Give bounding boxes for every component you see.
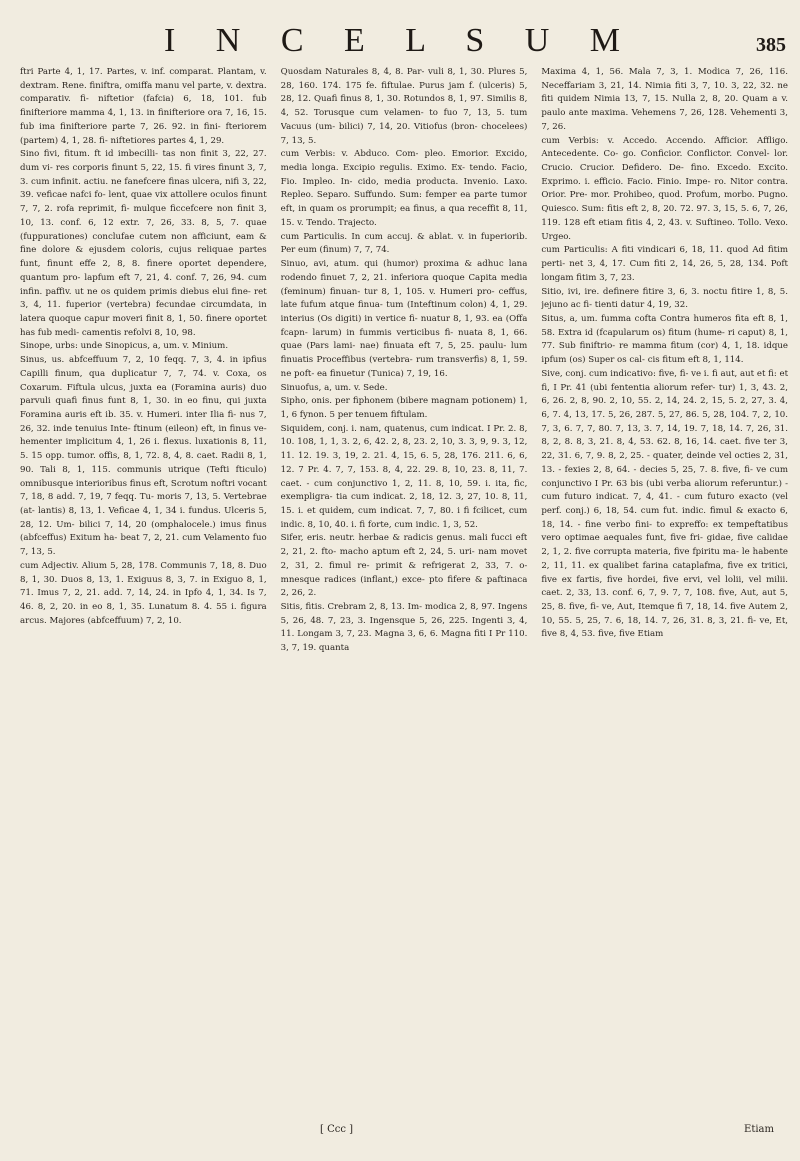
- running-head-title: I N C E L S U M: [163, 22, 637, 59]
- column-right: [541, 66, 788, 1126]
- column-left: [20, 66, 267, 1126]
- entry-paragraph: Sive, conj. cum indicativo: five, fi- ve i. fi aut, aut et fi: et fi, I Pr. 41 (ubi fententia aliorum refer- tur) 1, 3, 43. 2, 6, 26. 2, 8, 90. 2, 10, 55. 2, 14, 24. 2, 15, 5. 2, 27, 3. 4, 6, 7. 4, 13, 17. 5, 26, 287. 5, 27, 86. 5, 28, 104. 7, 2, 10. 7, 3, 6. 7, 7, 80. 7, 13, 3. 7, 14, 19. 7, 18, 14. 7, 26, 31. 8, 2, 8. 8, 3, 21. 8, 4, 53. 62. 8, 16, 14. caet. five ter 3, 22, 31. 6, 7, 9. 8, 2, 25. - quater, deinde vel octies 2, 31, 13. - fexies 2, 8, 64. - decies 5, 25, 7. 8. five, fi- ve cum conjunctivo I Pr. 63 bis (ubi verba aliorum referuntur.) - cum futuro indicat. 7, 4, 41. - cum futuro exacto (vel perf. conj.) 6, 18, 54. cum fut. indic. fimul & exacto 6, 18, 14. - fine verbo fini- to expreffo: ex tempeftatibus vero optimae aequales funt, five fri- gidae, five calidae 2, 1, 2. five corrupta materia, five fpiritu ma- le habente 2, 11, 11. ex qualibet farina cataplafma, five ex tritici, five ex fartis, five hordei, five ervi, vel lolii, vel milii. caet. 2, 33, 13. conf. 6, 7, 9. 7, 7, 108. five, Aut, aut 5, 25, 8. five, fi- ve, Aut, Itemque fi 7, 18, 14. five Autem 2, 10, 55. 5, 25, 7. 6, 18, 14. 7, 26, 31. 8, 3, 21. fi- ve, Et, five 8, 4, 53. five, five Etiam: [541, 368, 789, 640]
- entry-paragraph: cum Verbis: v. Accedo. Accendo. Afficior. Affligo. Antecedente. Co- go. Conficior. Conflictor. Convel- lor. Crucio. Crucior. Defidero. De- fino. Excedo. Excito. Exprimo. i. efficio. Facio. Finio. Impe- ro. Nitor contra. Orior. Pre- mor. Prohibeo, quod. Profum, morbo. Pugno. Quiesco. Sum: fitis eft 2, 8, 20. 72. 97. 3, 15, 5. 6, 7, 26, 119. 128 eft etiam fitis 4, 2, 43. v. Suftineo. Tollo. Vexo. Urgeo.: [541, 135, 789, 242]
- entry-paragraph: cum Adjectiv. Alium 5, 28, 178. Communis 7, 18, 8. Duo 8, 1, 30. Duos 8, 13, 1. Exiguus 8, 3, 7. in Exiguo 8, 1, 71. Imus 7, 2, 21. add. 7, 14, 24. in Ipfo 4, 1, 34. Is 7, 46. 8, 2, 20. in eo 8, 1, 35. Lunatum 8. 4. 55 i. figura arcus. Majores (abfceffuum) 7, 2, 10.: [20, 560, 267, 626]
- entry-paragraph: Sitio, ivi, ire. definere fitire 3, 6, 3. noctu fitire 1, 8, 5. jejuno ac fi- tienti datur 4, 19, 32.: [541, 286, 789, 311]
- text-columns: [20, 66, 788, 1126]
- entry-paragraph: Sino fivi, fitum. ft id imbecilli- tas non finit 3, 22, 27. dum vi- res corporis finunt 5, 22, 15. fi vires finunt 3, 7, 3. cum infinit. actiu. ne fanefcere finas ulcera, nifi 3, 22, 39. veficae nafci fo- lent, quae vix attollere oculos finunt 7, 7, 2. rofa reprimit, fi- mulque ficcefcere non finit 3, 10, 13. conf. 6, 12 extr. 7, 26, 33. 8, 5, 7. quae (fuppurationes) conclufae cutem non afficiunt, eam & fine dolore & ejusdem coloris, cujus reliquae partes funt, finunt effe 2, 8, 8. finere oportet dependere, quantum pro- lapfum eft 7, 21, 4. conf. 7, 26, 94. cum infin. paffiv. ut ne os quidem primis diebus elui fine- ret 3, 4, 11. fuperior (vertebra) fecundae circumdata, in latera quoque capur moveri finit 8, 1, 50. finere oportet has fub medi- camentis refolvi 8, 10, 98.: [20, 149, 267, 338]
- entry-paragraph: Sinope, urbs: unde Sinopicus, a, um. v. Minium.: [20, 341, 229, 352]
- column-middle: [281, 66, 528, 1126]
- signature-mark: [ Ccc ]: [320, 1124, 354, 1135]
- entry-paragraph: cum Verbis: v. Abduco. Com- pleo. Emorior. Excido, media longa. Excipio regulis. Eximo. Ex- tendo. Facio, Fio. Impleo. In- cido, media producta. Invenio. Laxo. Repleo. Separo. Suffundo. Sum: femper ea parte tumor eft, in quam os prorumpit; ea finus, a qua receffit 8, 11, 15. v. Tendo. Trajecto.: [280, 149, 528, 228]
- entry-paragraph: cum Particulis: A fiti vindicari 6, 18, 11. quod Ad fitim perti- net 3, 4, 17. Cum fiti 2, 14, 26, 5, 28, 134. Poft longam fitim 3, 7, 23.: [541, 245, 789, 283]
- entry-paragraph: Siquidem, conj. i. nam, quatenus, cum indicat. I Pr. 2. 8, 10. 108, 1, 1, 3. 2, 6, 42. 2, 8, 23. 2, 10, 3. 3, 9, 9. 3, 12, 11. 12. 19. 3, 19, 2. 21. 4, 15, 6. 5, 28, 176. 211. 6, 6, 12. 7 Pr. 4. 7, 7, 153. 8, 4, 22. 29. 8, 10, 23. 8, 11, 7. caet. - cum conjunctivo 1, 2, 11. 8, 10, 59. i. ita, fic, exempligra- tia cum indicat. 2, 18, 12. 3, 27, 10. 8, 11, 15. i. et quidem, cum indicat. 7, 7, 80. i fi fcilicet, cum indic. 8, 10, 40. i. fi forte, cum indic. 1, 3, 52.: [280, 423, 528, 530]
- entry-paragraph: Sifer, eris. neutr. herbae & radicis genus. mali fucci eft 2, 21, 2. fto- macho aptum eft 2, 24, 5. uri- nam movet 2, 31, 2. fimul re- primit & refrigerat 2, 33, 7. o- mnesque radices (inflant,) exce- pto fifere & paftinaca 2, 26, 2.: [280, 533, 528, 599]
- entry-paragraph: Sinus, us. abfceffuum 7, 2, 10 feqq. 7, 3, 4. in ipfius Capilli finum, qua duplicatur 7, 7, 74. v. Coxa, os Coxarum. Fiftula ulcus, juxta ea (Foramina auris) duo parvuli quafi finus funt 8, 1, 30. in eo finu, qui juxta Foramina auris eft ib. 35. v. Humeri. inter Ilia fi- nus 7, 26, 32. inde tenuius Inte- ftinum (eileon) eft, in finus ve- hementer implicitum 4, 1, 26 i. flexus. luxationis 8, 11, 5. 15 opp. tumor. offis, 8, 1, 72. 8, 4, 8. caet. Radii 8, 1, 90. Tali 8, 1, 115. communis utrique (Tefti fticulo) omnibusque interioribus finus eft, Scrotum noftri vocant 7, 18, 8 add. 7, 19, 7 feqq. Tu- moris 7, 13, 5. Vertebrae (at- lantis) 8, 13, 1. Veficae 4, 1, 34 i. fundus. Ulceris 5, 28, 12. Um- bilici 7, 14, 20 (omphalocele.) imus finus (abfceffus) Exitum ha- beat 7, 2, 21. cum Velamento fuo 7, 13, 5.: [20, 355, 267, 558]
- entry-paragraph: Sitis, fitis. Crebram 2, 8, 13. Im- modica 2, 8, 97. Ingens 5, 26, 48. 7, 23, 3. Ingensque 5, 26, 225. Ingenti 3, 4, 11. Longam 3, 7, 23. Magna 3, 6, 6. Magna fiti I Pr 110. 3, 7, 19. quanta: [280, 602, 528, 654]
- entry-paragraph: Quosdam Naturales 8, 4, 8. Par- vuli 8, 1, 30. Plures 5, 28, 160. 174. 175 fe. fiftulae. Purus jam f. (ulceris) 5, 28, 12. Quafi finus 8, 1, 30. Rotundos 8, 1, 97. Similis 8, 4, 52. Torusque cum velamen- to fuo 7, 13, 5. tum Vacuus (um- bilici) 7, 14, 20. Vitiofus (bron- chocelees) 7, 13, 5.: [280, 67, 528, 146]
- entry-paragraph: ftri Parte 4, 1, 17. Partes, v. inf. comparat. Plantam, v. dextram. Rene. finiftra, omiffa manu vel parte, v. dextra. comparativ. fi- niftetior (fafcia) 6, 18, 101. fub finifteriore mamma 4, 1, 13. in finifteriore ora 7, 16, 15. fub ima finifteriore parte 7, 26. 92. in fini- fteriorem (partem) 4, 1, 28. fi- niftetiores partes 4, 1, 29.: [20, 67, 267, 146]
- entry-paragraph: Situs, a, um. fumma cofta Contra humeros fita eft 8, 1, 58. Extra id (fcapularum os) fitum (hume- ri caput) 8, 1, 77. Sub finiftrio- re mamma fitum (cor) 4, 1, 18. idque ipfum (os) Super os cal- cis fitum eft 8, 1, 114.: [541, 313, 789, 366]
- entry-paragraph: Sinuo, avi, atum. qui (humor) proxima & adhuc lana rodendo finuet 7, 2, 21. inferiora quoque Capita media (feminum) finuan- tur 8, 1, 105. v. Humeri pro- ceffus, late fufum atque finua- tum (Inteftinum colon) 4, 1, 29. interius (Os digiti) in vertice fi- nuatur 8, 1, 93. ea (Offa fcapn- larum) in fummis verticibus fi- nuata 8, 1, 66. quae (Pars lami- nae) finuata eft 7, 5, 25. paulu- lum finuatis Proceffibus (vertebra- rum transverfis) 8, 1, 59. ne poft- ea finuetur (Tunica) 7, 19, 16.: [280, 259, 528, 379]
- entry-paragraph: Sinuofus, a, um. v. Sede.: [280, 382, 388, 393]
- running-head: [0, 18, 800, 68]
- entry-paragraph: Maxima 4, 1, 56. Mala 7, 3, 1. Modica 7, 26, 116. Neceffariam 3, 21, 14. Nimia fiti 3, 7, 10. 3, 22, 32. ne fiti quidem Nimia 13, 7, 15. Nulla 2, 8, 20. Quam a v. paulo ante maxima. Vehemens 7, 26, 128. Vehementi 3, 7, 26.: [541, 67, 789, 132]
- catchword: Etiam: [744, 1124, 774, 1135]
- page-footer: [0, 1124, 800, 1146]
- page-number: 385: [756, 34, 786, 56]
- entry-paragraph: Sipho, onis. per fiphonem (bibere magnam potionem) 1, 1, 6 fynon. 5 per tenuem fiftulam.: [280, 396, 528, 420]
- entry-paragraph: cum Particulis. In cum accuj. & ablat. v. in fuperiorib. Per eum (finum) 7, 7, 74.: [280, 231, 528, 256]
